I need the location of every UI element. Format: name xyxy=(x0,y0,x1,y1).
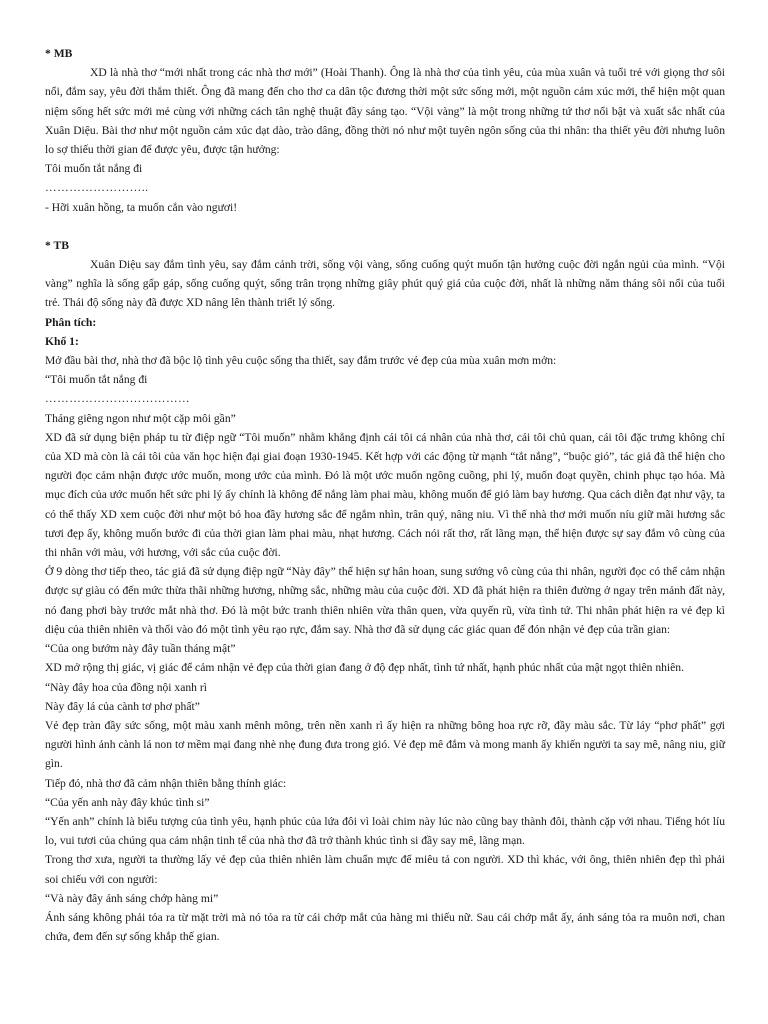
quote-line-7: “Và này đây ánh sáng chớp hàng mi” xyxy=(45,891,219,905)
mb-ellipsis: …………………….. xyxy=(45,181,149,195)
quote-ellipsis: ……………………………… xyxy=(45,392,191,406)
quote-line-5: Này đây lá của cành tơ phơ phất” xyxy=(45,699,200,713)
analysis-paragraph-8: Ánh sáng không phải tỏa ra từ mặt trời mà nó tỏa ra từ cái chớp mắt của hàng mi thiếu nữ. Sau cái chớp mắt ấy, ánh sáng tỏa ra muôn nơi, chan chứa, đem đến sự sống khắp thế gian. xyxy=(45,910,725,944)
analysis-paragraph-7: Trong thơ xưa, người ta thường lấy vẻ đẹp của thiên nhiên làm chuẩn mực để miêu tả con người. XD thì khác, với ông, thiên nhiên đẹp thì phải soi chiếu với con người: xyxy=(45,853,725,886)
quote-line-3: “Của ong bướm này đây tuần tháng mật” xyxy=(45,642,236,656)
stanza-1-heading: Khổ 1: xyxy=(45,334,79,348)
analysis-paragraph-6: “Yến anh” chính là biểu tượng của tình yêu, hạnh phúc của lứa đôi vì loài chim này lúc nào cũng bay thành đôi, thành cặp với nhau. Tiếng hót líu lo, vui tươi của chúng qua cảm nhận tinh tế của nhà thơ đã trở thành khúc tình si đầy say mê, lãng mạn. xyxy=(45,814,725,848)
tb-heading: * TB xyxy=(45,238,69,252)
analysis-paragraph-1: XD đã sử dụng biện pháp tu từ điệp ngữ “Tôi muốn” nhằm khẳng định cái tôi cá nhân của nhà thơ, cái tôi chủ quan, cái tôi đặc trưng không chỉ của XD mà còn là cái tôi của văn học hiện đại giai đoạn 1930-1945. Kết hợp với các động từ mạnh “tắt nắng”, “buộc gió”, tác giả đã thể hiện cho người đọc cảm nhận được ước muốn, mong ước của mình. Đó là một ước muốn ngông cuồng, phi lý, muốn đoạt quyền, chinh phục tạo hóa. Mà mục đích của ước muốn hết sức phi lý ấy chính là không để nắng làm phai màu, không muốn để gió làm bay hương. Qua cách diễn đạt như vậy, ta có thể thấy XD xem cuộc đời như một bó hoa đầy hương sắc để ngắm nhìn, trân quý, nâng niu. Vì thế nhà thơ mới muốn níu giữ mãi hương sắc tươi đẹp ấy, không muốn bước đi của thời gian làm phai màu, nhạt hương. Cách nói rất thơ, rất lãng mạn, thể hiện được sự say đắm vô cùng của thi nhân với màu, với hương, với sắc của cuộc đời. xyxy=(45,430,725,560)
analysis-paragraph-5: Tiếp đó, nhà thơ đã cảm nhận thiên bằng thính giác: xyxy=(45,776,287,790)
opening-paragraph: Mở đầu bài thơ, nhà thơ đã bộc lộ tình yêu cuộc sống tha thiết, say đắm trước vẻ đẹp của mùa xuân mơn mởn: xyxy=(45,354,557,368)
analysis-heading: Phân tích: xyxy=(45,315,97,329)
mb-poem-line-2: - Hỡi xuân hồng, ta muốn cắn vào ngươi! xyxy=(45,200,238,214)
document-page xyxy=(45,44,725,946)
mb-heading: * MB xyxy=(45,47,73,60)
quote-line-2: Tháng giêng ngon như một cặp môi gần” xyxy=(45,411,236,425)
tb-intro-paragraph: Xuân Diệu say đắm tình yêu, say đắm cảnh trời, sống vội vàng, sống cuống quýt muốn tận hưởng cuộc đời ngắn ngủi của mình. “Vội vàng” nghĩa là sống gấp gáp, sống cuống quýt, sống trân trọng những giây phút quý giá của cuộc đời, nhất là những năm tháng sôi nổi của tuổi trẻ. Thái độ sống này đã được XD nâng lên thành triết lý sống. xyxy=(45,258,725,310)
quote-line-4: “Này đây hoa của đồng nội xanh rì xyxy=(45,680,207,694)
analysis-paragraph-3: XD mở rộng thị giác, vị giác để cảm nhận vẻ đẹp của thời gian đang ở độ đẹp nhất, tình tứ nhất, hạnh phúc nhất của mật ngọt thiên nhiên. xyxy=(45,661,684,675)
quote-line-1: “Tôi muốn tắt nắng đi xyxy=(45,373,148,387)
analysis-paragraph-4: Vẻ đẹp tràn đầy sức sống, một màu xanh mênh mông, trên nền xanh rì ấy hiện ra những bông hoa rực rỡ, đầy màu sắc. Từ láy “phơ phất” gợi người hình ảnh cành lá non tơ mềm mại đang nhè nhẹ đung đưa trong gió. Vẻ đẹp mê đắm và mong manh ấy khiến người ta say mê, nâng niu, giữ gìn. xyxy=(45,718,725,771)
mb-intro-paragraph: XD là nhà thơ “mới nhất trong các nhà thơ mới” (Hoài Thanh). Ông là nhà thơ của tình yêu, của mùa xuân và tuổi trẻ với giọng thơ sôi nổi, đắm say, yêu đời thắm thiết. Ông đã mang đến cho thơ ca dân tộc đương thời một sức sống mới, một nguồn cảm xúc mới, thể hiện một quan niệm sống hết sức mới mẻ cùng với những cách tân nghệ thuật đầy sáng tạo. “Vội vàng” là một trong những tứ thơ nổi bật và xuất sắc nhất của Xuân Diệu. Bài thơ như một nguồn cảm xúc dạt dào, trào dâng, đồng thời nó như một tuyên ngôn sống của thi nhân: tha thiết yêu đời nhưng luôn lo sợ thiếu thời gian để được yêu, được tận hưởng: xyxy=(45,66,725,157)
quote-line-6: “Của yến anh này đây khúc tình si” xyxy=(45,795,210,809)
analysis-paragraph-2: Ở 9 dòng thơ tiếp theo, tác giả đã sử dụng điệp ngữ “Này đây” thể hiện sự hân hoan, sung sướng vô cùng của thi nhân, người đọc có thể cảm nhận được sự giàu có đến mức thừa thãi những hương, những sắc, những màu của cuộc đời. XD đã phát hiện ra thiên đường ở ngay trên mảnh đất này, nó đang phơi bày trước mắt nhà thơ. Đó là một bức tranh thiên nhiên vừa thân quen, vừa quyến rũ, vừa tình tứ. Thi nhân phát hiện ra vẻ đẹp kì diệu của thiên nhiên và thổi vào đó một tình yêu rạo rực, đắm say. Nhà thơ đã sử dụng các giác quan để đón nhận vẻ đẹp của trần gian: xyxy=(45,565,725,636)
mb-poem-line-1: Tôi muốn tắt nắng đi xyxy=(45,162,143,176)
